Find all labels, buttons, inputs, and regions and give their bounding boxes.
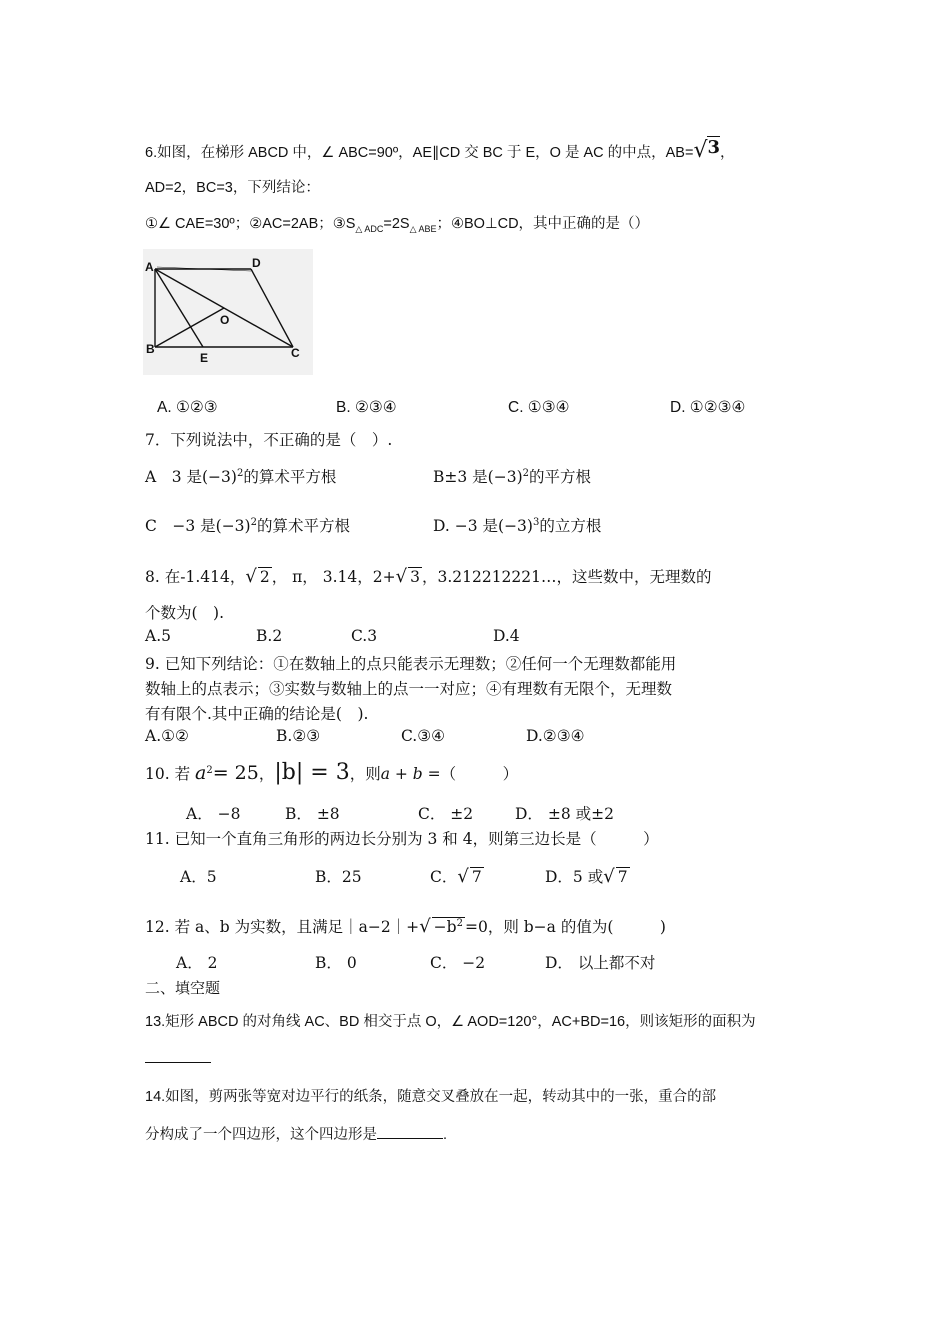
- q8-s1: 8. 在-1.414，: [145, 568, 246, 586]
- q13-line1: 13.矩形 ABCD 的对角线 AC、BD 相交于点 O，∠ AOD=120°，AC+BD=16，则该矩形的面积为: [145, 1014, 756, 1030]
- q11-stem: 11. 已知一个直角三角形的两边长分别为 3 和 4，则第三边长是（ ）: [145, 830, 659, 848]
- q14-line1: 14.如图，剪两张等宽对边平行的纸条，随意交叉叠放在一起，转动其中的一张，重合的部: [145, 1089, 717, 1105]
- label-D: D: [252, 256, 261, 270]
- q12-stem: [145, 915, 666, 937]
- q9-option-a[interactable]: A.①②: [145, 727, 189, 745]
- q11-option-a[interactable]: A．5: [180, 868, 217, 886]
- q8-option-a[interactable]: A.5: [145, 627, 171, 645]
- q8-line2: 个数为( ).: [145, 604, 225, 622]
- q6-line2: AD=2，BC=3，下列结论：: [145, 180, 320, 196]
- q11-d-pre: D．5 或: [545, 868, 604, 886]
- q7-c-pre: C −3 是: [145, 517, 216, 535]
- q10-expr: a + b =: [380, 765, 441, 783]
- q8-radicand-1: 2: [259, 568, 270, 586]
- q12-s2: =0，则 b−a 的值为( ): [464, 918, 666, 936]
- q6-option-a[interactable]: A. ①②③: [157, 399, 218, 416]
- q11-d-radicand: 7: [617, 868, 628, 886]
- q10-eq1: = 25: [212, 762, 259, 784]
- label-E: E: [200, 351, 209, 365]
- q14-period: .: [443, 1127, 448, 1143]
- label-O: O: [220, 313, 230, 327]
- q11-c-radicand: 7: [471, 868, 482, 886]
- q11-option-c[interactable]: [430, 865, 484, 887]
- q12-option-d[interactable]: D． 以上都不对: [545, 954, 656, 972]
- q10-option-c[interactable]: C． ±2: [418, 805, 474, 823]
- q10-exp: 2: [206, 765, 213, 776]
- trapezoid-figure: [143, 249, 313, 375]
- q7-d-base: (−3): [498, 517, 533, 535]
- q6-option-b[interactable]: B. ②③④: [336, 399, 397, 416]
- q8-line1: [145, 565, 712, 587]
- q6-option-c[interactable]: C. ①③④: [508, 399, 570, 416]
- q6-comma: ，: [720, 145, 735, 161]
- q7-option-a[interactable]: [145, 465, 336, 487]
- q10-paren: （ ）: [440, 765, 519, 783]
- q12-radicand: [432, 917, 465, 936]
- q7-d-post: 的立方根: [539, 517, 602, 535]
- q6-s3: ；④BO⊥CD，其中正确的是（）: [436, 216, 650, 232]
- q7-option-b[interactable]: [433, 465, 591, 487]
- q9-option-d[interactable]: D.②③④: [526, 727, 585, 745]
- q6-text: 6.如图，在梯形 ABCD 中，∠ ABC=90º，AE∥CD 交 BC 于 E，O 是 AC 的中点，AB=: [145, 145, 694, 161]
- q8-option-b[interactable]: B.2: [256, 627, 283, 645]
- sqrt-icon: √: [395, 566, 408, 587]
- q10-var-a: a: [195, 762, 207, 784]
- q7-option-c[interactable]: [145, 514, 350, 536]
- q7-option-d[interactable]: [433, 514, 601, 536]
- q11-c-pre: C．: [430, 868, 458, 886]
- q11-option-b[interactable]: B．25: [315, 868, 362, 886]
- label-A: A: [145, 260, 154, 274]
- q8-s3: ，3.212212221…，这些数中，无理数的: [421, 568, 712, 586]
- q8-radicand-2: 3: [410, 568, 420, 586]
- q7-stem: 7．下列说法中，不正确的是（ ）.: [145, 431, 393, 449]
- label-C: C: [291, 346, 300, 360]
- q12-exp: 2: [456, 918, 463, 929]
- q7-d-exp: 3: [532, 517, 540, 528]
- q6-statements: [145, 212, 649, 233]
- q9-line2: 数轴上的点表示；③实数与数轴上的点一一对应；④有理数有无限个，无理数: [145, 680, 673, 698]
- q7-a-post: 的算术平方根: [243, 468, 337, 486]
- q7-c-exp: 2: [250, 517, 257, 528]
- q7-a-exp: 2: [236, 468, 244, 479]
- segment-AE: [155, 269, 203, 347]
- q10-s2: ，则: [349, 765, 381, 783]
- q7-a-base: (−3): [201, 468, 237, 486]
- q8-option-c[interactable]: C.3: [351, 627, 378, 645]
- q10-stem: [145, 760, 518, 785]
- q9-option-c[interactable]: C.③④: [401, 727, 446, 745]
- label-B: B: [146, 342, 155, 356]
- q7-b-exp: 2: [522, 468, 529, 479]
- q6-s2: =2S: [383, 216, 410, 232]
- q7-b-pre: B±3 是: [433, 468, 488, 486]
- sqrt-icon: √: [603, 866, 615, 887]
- q6-line1: [145, 138, 735, 163]
- q7-c-post: 的算术平方根: [256, 517, 350, 535]
- trapezoid-diagram: [143, 249, 313, 375]
- q7-c-base: (−3): [215, 517, 251, 535]
- q10-option-d[interactable]: D． ±8 或±2: [515, 805, 614, 823]
- q6-s1: ①∠ CAE=30º；②AC=2AB；③S: [145, 216, 356, 232]
- sqrt-icon: √: [245, 566, 257, 587]
- q6-sub-abe: △ ABE: [409, 224, 437, 234]
- q10-s1: 10. 若: [145, 765, 191, 783]
- q8-option-d[interactable]: D.4: [493, 627, 520, 645]
- q11-option-d[interactable]: [545, 865, 630, 887]
- section-heading: 二、填空题: [145, 979, 221, 997]
- q12-option-c[interactable]: C． −2: [430, 954, 486, 972]
- sqrt-icon: √: [419, 916, 431, 937]
- q6-ab-value: 3: [707, 137, 721, 158]
- q14-line2: [145, 1123, 447, 1144]
- q12-s1: 12. 若 a、b 为实数，且满足｜a−2｜+: [145, 918, 420, 936]
- q6-sub-adc: △ ADC: [355, 224, 384, 234]
- q10-option-b[interactable]: B． ±8: [285, 805, 340, 823]
- q10-option-a[interactable]: A． −8: [186, 805, 241, 823]
- sqrt-icon: √: [457, 866, 469, 887]
- q12-rad-text: −b: [433, 918, 457, 936]
- q14-line2-text: 分构成了一个四边形，这个四边形是: [145, 1127, 377, 1143]
- q9-line3: 有有限个.其中正确的结论是( ).: [145, 705, 369, 723]
- q6-option-d[interactable]: D. ①②③④: [670, 399, 746, 416]
- q14-answer-blank[interactable]: [377, 1124, 443, 1139]
- q9-option-b[interactable]: B.②③: [276, 727, 321, 745]
- q8-s2: ， π， 3.14，2+: [271, 568, 396, 586]
- segment-BO: [155, 308, 224, 347]
- q7-b-base: (−3): [487, 468, 523, 486]
- q12-option-a[interactable]: A． 2: [176, 954, 218, 972]
- sqrt-icon: √: [693, 138, 708, 163]
- q10-comma: ，: [258, 765, 275, 783]
- q10-abs-b: |b| = 3: [274, 760, 350, 785]
- q12-option-b[interactable]: B． 0: [315, 954, 357, 972]
- q7-a-pre: A 3 是: [145, 468, 202, 486]
- q7-b-post: 的平方根: [529, 468, 592, 486]
- q13-answer-blank[interactable]: [145, 1062, 211, 1063]
- q7-d-pre: D. −3 是: [433, 517, 499, 535]
- q9-line1: 9. 已知下列结论：①在数轴上的点只能表示无理数；②任何一个无理数都能用: [145, 655, 677, 673]
